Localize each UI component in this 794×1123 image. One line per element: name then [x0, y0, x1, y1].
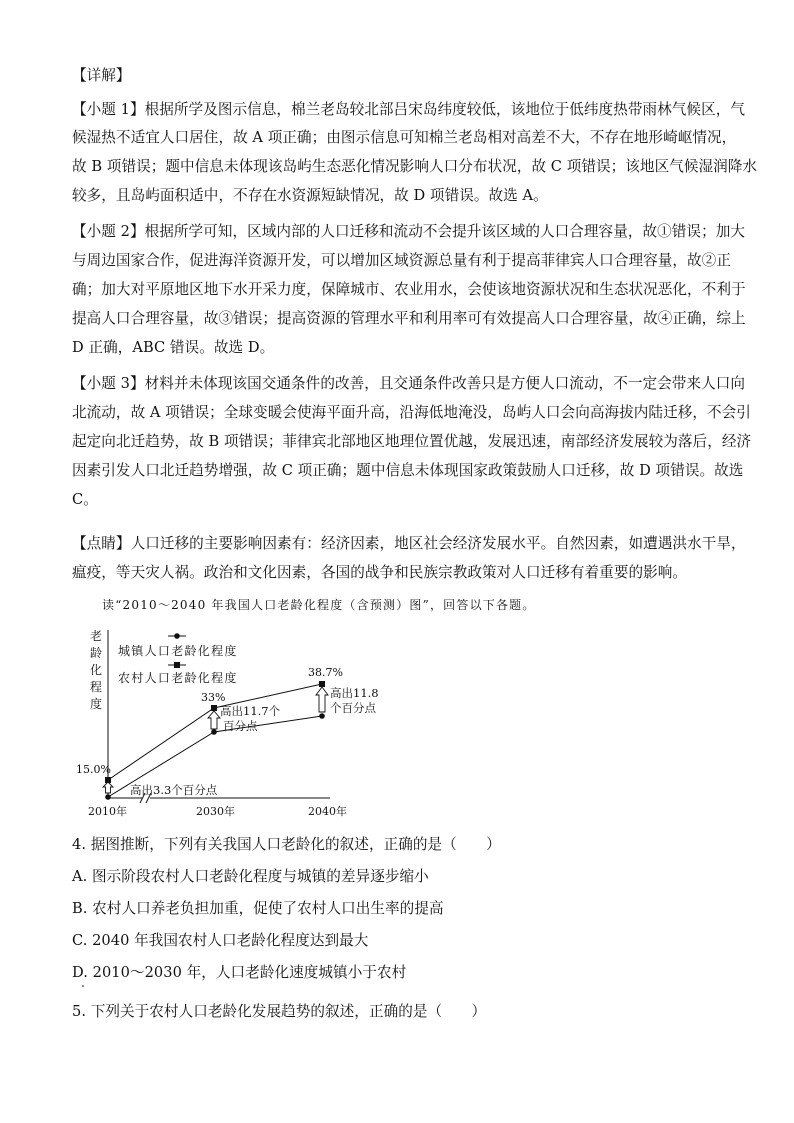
- question-4-option-c: C. 2040 年我国农村人口老龄化程度达到最大: [72, 932, 369, 949]
- gap-annotation-2030-line1: 高出11.7个: [220, 704, 281, 718]
- ylabel-char-3: 化: [90, 663, 103, 677]
- label-33-percent: 33%: [201, 691, 226, 704]
- urban-point-2010: [105, 794, 111, 800]
- urban-point-2040: [319, 713, 325, 719]
- ylabel-char-4: 程: [90, 680, 103, 694]
- q3-line-1: 【小题 3】材料并未体现该国交通条件的改善，且交通条件改善只是方便人口流动，不一定会带来人口向: [72, 375, 745, 392]
- q3-line-2: 北流动，故 A 项错误；全球变暖会使海平面升高，沿海低地淹没，岛屿人口会向高海拔内陆迁移，不会引: [72, 404, 751, 421]
- ylabel-char-5: 度: [90, 697, 103, 711]
- q2-line-1: 【小题 2】根据所学可知，区域内部的人口迁移和流动不会提升该区域的人口合理容量，故①错误；加大: [72, 223, 745, 240]
- gap-annotation-2040-line1: 高出11.8: [330, 686, 379, 700]
- q3-line-3: 起定向北迁趋势，故 B 项错误；菲律宾北部地区地理位置优越，发展迅速，南部经济发展较为落后，经济: [72, 433, 752, 450]
- rural-point-2040: [319, 681, 325, 687]
- q2-line-2: 与周边国家合作，促进海洋资源开发，可以增加区域资源总量有利于提高菲律宾人口合理容量，故②正: [72, 252, 731, 269]
- q1-line-4: 较多，且岛屿面积适中，不存在水资源短缺情况，故 D 项错误。故选 A。: [72, 187, 548, 204]
- gap-annotation-2040-line2: 个百分点: [330, 701, 376, 715]
- question-4-option-b: B. 农村人口养老负担加重，促使了农村人口出生率的提高: [72, 900, 444, 917]
- x-tick-2010: 2010年: [88, 805, 127, 818]
- ylabel-char-1: 老: [90, 629, 103, 643]
- legend-rural-label: 农村人口老龄化程度: [118, 671, 238, 685]
- label-15-percent: 15.0%: [76, 763, 111, 776]
- q2-line-3: 确；加大对平原地区地下水开采力度，保障城市、农业用水，会使该地资源状况和生态状况恶化，不利于: [72, 281, 746, 298]
- urban-point-2030: [211, 729, 217, 735]
- x-tick-2040: 2040年: [308, 805, 347, 818]
- gap-annotation-2030-line2: 百分点: [223, 719, 258, 733]
- legend-urban-label: 城镇人口老龄化程度: [118, 644, 238, 658]
- gap-arrow-2030: [208, 711, 220, 729]
- detail-heading: 【详解】: [72, 67, 131, 84]
- q3-line-5: C。: [72, 491, 98, 508]
- gap-annotation-2010: 高出3.3个百分点: [130, 783, 218, 797]
- q1-line-1: 【小题 1】根据所学及图示信息，棉兰老岛较北部吕宋岛纬度较低，该地位于低纬度热带雨林气候区，气: [72, 101, 745, 118]
- q1-line-2: 候湿热不适宜人口居住，故 A 项正确；由图示信息可知棉兰老岛相对高差不大，不存在地形崎岖情况，: [72, 129, 737, 146]
- stray-dot: [82, 985, 84, 987]
- question-4-option-d: D. 2010～2030 年，人口老龄化速度城镇小于农村: [72, 964, 407, 981]
- aging-chart-figure: [76, 596, 610, 824]
- q1-line-3: 故 B 项错误；题中信息未体现该岛屿生态恶化情况影响人口分布状况，故 C 项错误；该地区气候湿润降水: [72, 158, 758, 175]
- tip-line-1: 【点睛】人口迁移的主要影响因素有：经济因素，地区社会经济发展水平。自然因素，如遭遇洪水干旱，: [72, 535, 746, 552]
- x-tick-2030: 2030年: [196, 805, 235, 818]
- gap-arrow-2010: [103, 782, 113, 793]
- label-387-percent: 38.7%: [308, 666, 343, 679]
- aging-chart: [76, 596, 610, 824]
- question-5: 5. 下列关于农村人口老龄化发展趋势的叙述，正确的是（ ）: [72, 1003, 487, 1020]
- tip-line-2: 瘟疫，等天灾人祸。政治和文化因素，各国的战争和民族宗教政策对人口迁移有着重要的影响。: [72, 564, 688, 581]
- question-4: 4. 据图推断，下列有关我国人口老龄化的叙述，正确的是（ ）: [72, 836, 501, 853]
- question-4-option-a: A. 图示阶段农村人口老龄化程度与城镇的差异逐步缩小: [72, 868, 429, 885]
- legend-rural-marker: [174, 662, 180, 668]
- q2-line-5: D 正确，ABC 错误。故选 D。: [72, 339, 275, 356]
- q3-line-4: 因素引发人口北迁趋势增强，故 C 项正确；题中信息未体现国家政策鼓励人口迁移，故 D 项错误。故选: [72, 462, 744, 479]
- figure-caption: 读“2010～2040 年我国人口老龄化程度（含预测）图”，回答以下各题。: [102, 598, 536, 612]
- rural-point-2030: [211, 705, 217, 711]
- q2-line-4: 提高人口合理容量，故③错误；提高资源的管理水平和利用率可有效提高人口合理容量，故④正确，综上: [72, 310, 746, 327]
- legend-urban-marker: [174, 633, 180, 639]
- ylabel-char-2: 龄: [90, 646, 103, 660]
- gap-arrow-2040: [316, 687, 328, 712]
